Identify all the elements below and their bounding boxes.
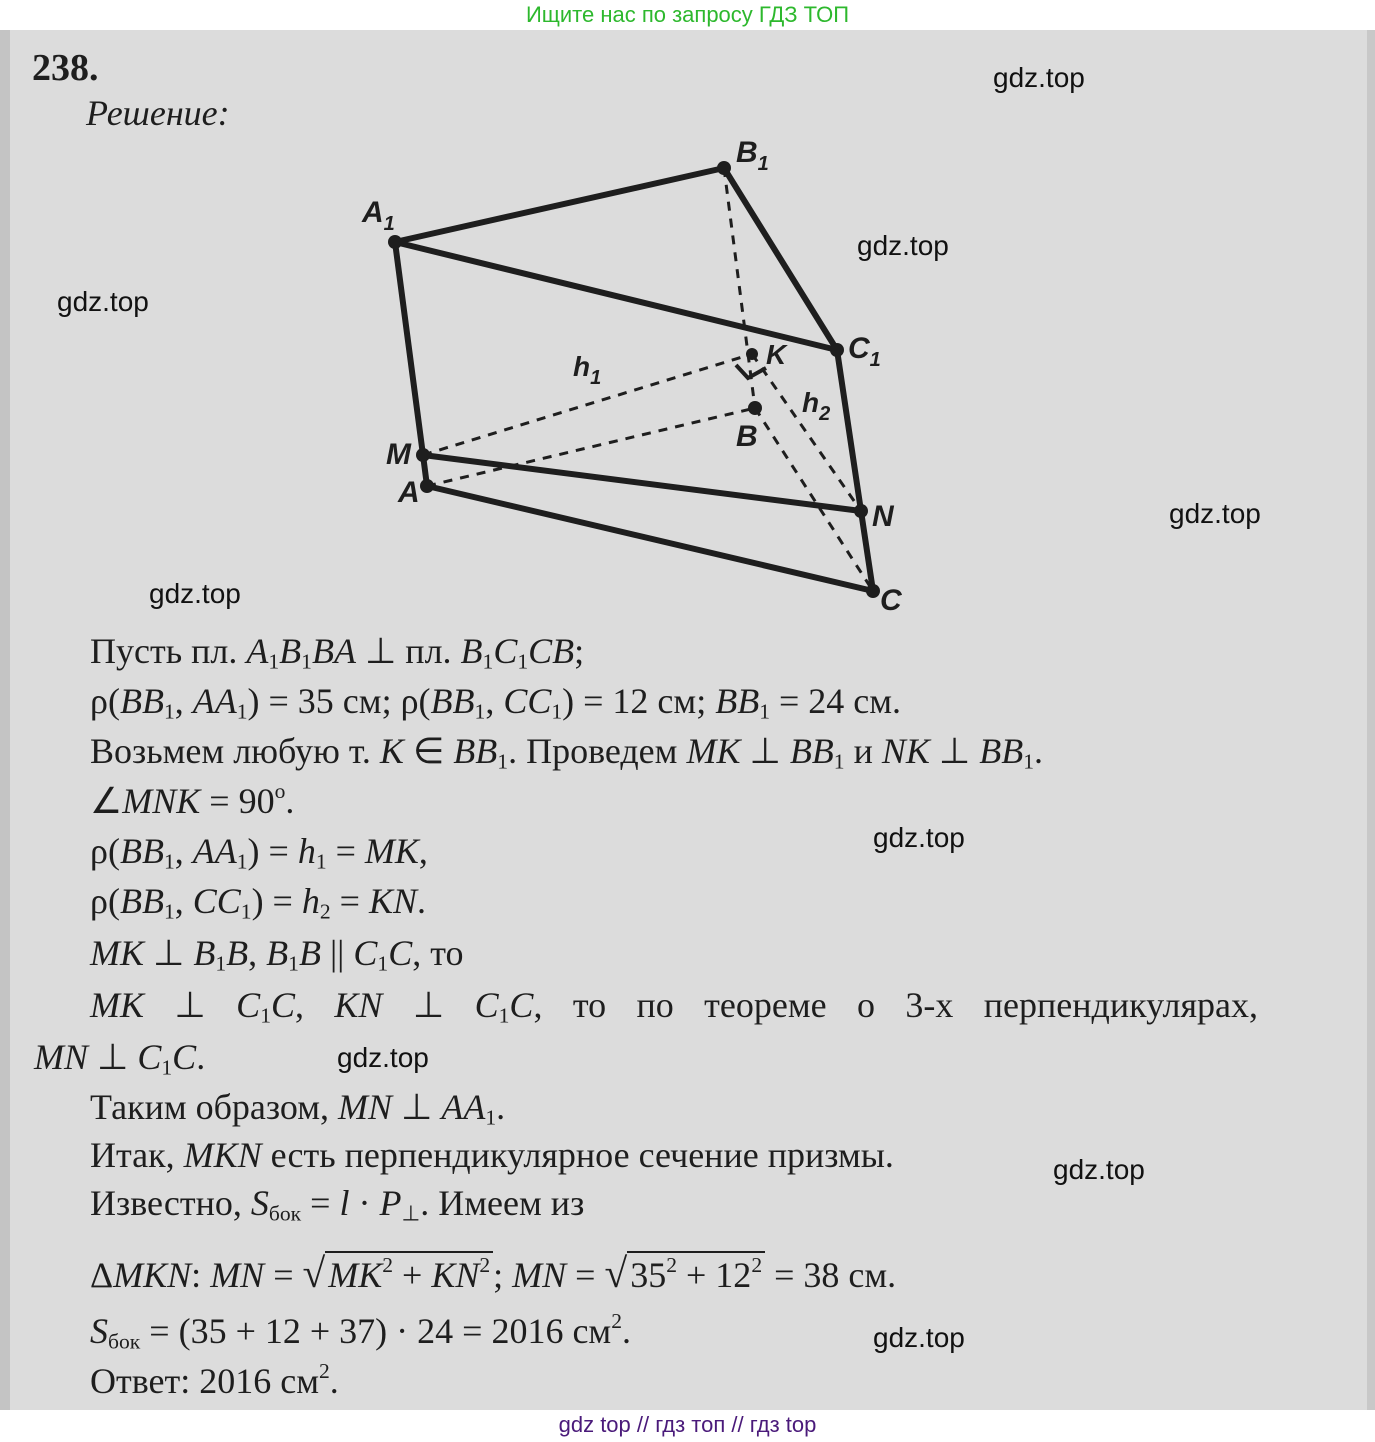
top-banner[interactable] [0, 0, 1375, 30]
height-h2-kn [752, 354, 861, 511]
label-h2: $h_2$ [802, 387, 831, 425]
point-k [746, 348, 758, 360]
label-c: C [880, 584, 902, 617]
label-a1: $A_1$ [362, 196, 395, 235]
edge-c1-n [837, 350, 861, 511]
vertex-c [866, 584, 880, 598]
bottom-banner[interactable] [0, 1410, 1375, 1442]
label-b1: $B_1$ [736, 136, 769, 175]
textbook-page [0, 30, 1375, 1410]
solution-line-8: MK ⊥ $C_1C$, KN ⊥ $C_1C$, то по теореме о 3-х перпендикулярах, [90, 985, 1259, 1028]
watermark: gdz.top [1169, 498, 1261, 529]
watermark: gdz.top [993, 62, 1085, 93]
solution-line-7: MK ⊥ $B_1B$, $B_1B$ || $C_1C$, то [90, 933, 464, 976]
vertex-b1 [717, 161, 731, 175]
solution-line-11: Итак, MKN есть перпендикулярное сечение призмы. [90, 1135, 894, 1175]
watermark: gdz.top [873, 1322, 965, 1353]
problem-number: 238. [32, 47, 99, 89]
solution-line-10: Таким образом, MN ⊥ $AA_1$. [90, 1087, 506, 1130]
watermark: gdz.top [857, 230, 949, 261]
label-m: M [386, 438, 411, 471]
label-n: N [872, 500, 894, 533]
solution-line-12: Известно, $S_{бок} = l \cdot P_\perp$. Имеем из [90, 1183, 585, 1226]
solution-line-1: Пусть пл. $A_1B_1BA$ ⊥ пл. $B_1C_1CB$; [90, 631, 585, 674]
vertex-c1 [830, 343, 844, 357]
watermark: gdz.top [337, 1042, 429, 1073]
watermark: gdz.top [57, 286, 149, 317]
label-a: A [398, 476, 420, 509]
solution-line-6: $\rho(BB_1$, $CC_1) = h_2$ = KN. [90, 881, 426, 924]
solution-line-2: $\rho(BB_1$, $AA_1) = 35$ см; $\rho(BB_1$, $CC_1) = 12$ см; $BB_1 = 24$ см. [90, 681, 902, 724]
edge-a1-m [395, 242, 423, 455]
solution-label: Решение: [86, 93, 230, 133]
watermark: gdz.top [1053, 1154, 1145, 1185]
label-c1: $C_1$ [848, 332, 881, 371]
vertex-a [420, 479, 434, 493]
vertex-n [854, 504, 868, 518]
top-banner-text[interactable]: Ищите нас по запросу ГДЗ ТОП [525, 2, 850, 27]
edge-a1-b1 [395, 168, 724, 242]
solution-line-14: $S_{бок} = (35 + 12 + 37) \cdot 24 = 2016$ $см^2$. [90, 1308, 632, 1354]
prism-diagram [0, 30, 1375, 630]
solution-line-9: MN ⊥ $C_1C$. [34, 1037, 206, 1080]
label-k: K [766, 339, 787, 370]
edge-b1-c1 [724, 168, 837, 350]
solution-line-4: ∠MNK = $90^o$. [90, 778, 295, 821]
label-b: B [736, 420, 758, 453]
hidden-edge-b1-b [724, 168, 755, 408]
solution-line-3: Возьмем любую т. K ∈ $BB_1$. Проведем MK ⊥ $BB_1$ и NK ⊥ $BB_1$. [90, 731, 1044, 774]
label-h1: $h_1$ [573, 351, 602, 389]
solution-line-15: Ответ: 2016 $см^2$. [90, 1358, 339, 1401]
solution-line-13: ΔMKN: MN = $√MK^2 + KN^2$; MN = $√35^2 + 12^2 = 38$ см. [90, 1250, 897, 1296]
bottom-banner-links[interactable]: gdz top // гдз топ // гдз top [558, 1412, 817, 1437]
vertex-m [416, 448, 430, 462]
vertex-b [748, 401, 762, 415]
edge-a1-c1 [395, 242, 837, 350]
vertex-a1 [388, 235, 402, 249]
solution-line-5: $\rho(BB_1$, $AA_1) = h_1$ = MK, [90, 831, 428, 874]
watermark: gdz.top [149, 578, 241, 609]
watermark: gdz.top [873, 822, 965, 853]
